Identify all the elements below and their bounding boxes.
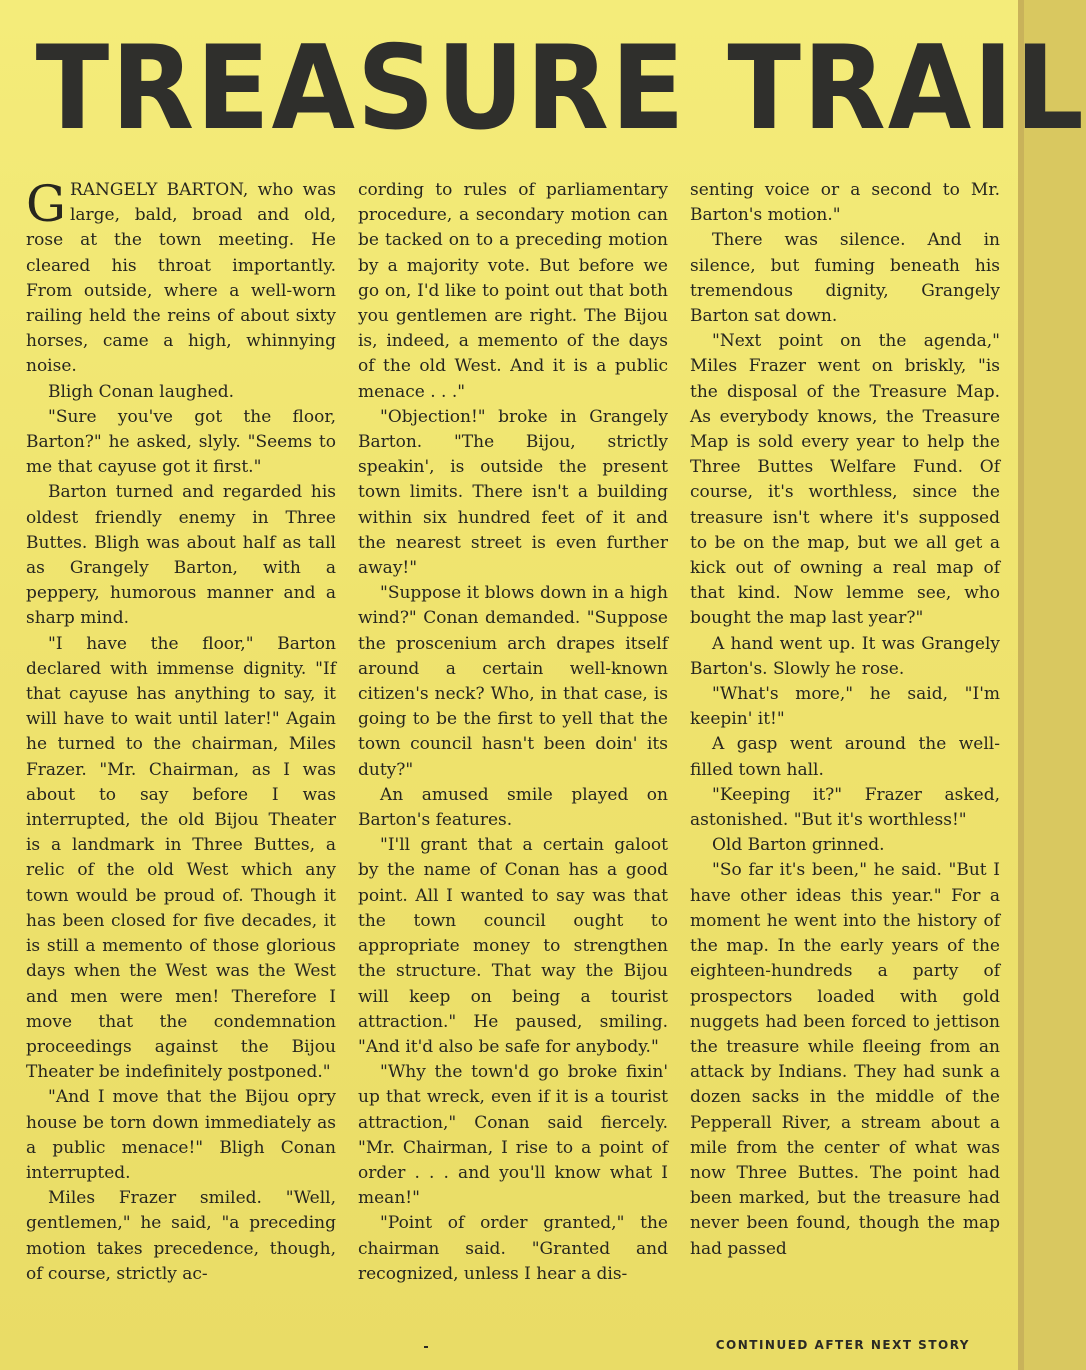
paragraph: "Why the town'd go broke fixin' up that wreck, even if it is a tourist attraction," Conan said fiercely. "Mr. Chairman, I rise to a point of order . . . and you'll know what I mean!" (358, 1062, 668, 1209)
paragraph: "Keeping it?" Frazer asked, astonished. "But it's worthless!" (690, 784, 1000, 831)
paragraph: "I'll grant that a certain galoot by the name of Conan has a good point. All I wanted to say was that the town council ought to appropriate money to strengthen the structure. That way the Bijou will keep on being a tourist attraction." He paused, smiling. "And it'd also be safe for anybody." (358, 835, 668, 1057)
paragraph: "Suppose it blows down in a high wind?" Conan demanded. "Suppose the proscenium arch drapes itself around a certain well-known citizen's neck? Who, in that case, is going to be the first to yell that the town council hasn't been doin' its duty?" (358, 583, 668, 780)
paragraph: Old Barton grinned. (712, 835, 885, 856)
column-2 (358, 178, 668, 1330)
paragraph: senting voice or a second to Mr. Barton's motion." (690, 180, 1000, 226)
paragraph: "What's more," he said, "I'm keepin' it!" (690, 684, 1000, 730)
column-3 (690, 178, 1000, 1330)
paragraph: "I have the floor," Barton declared with immense dignity. "If that cayuse has anything to say, it will have to wait until later!" Again he turned to the chairman, Miles Frazer. "Mr. Chairman, as I was about to say before I was interrupted, the old Bijou Theater is a landmark in Three Buttes, a relic of the old West which any town would be proud of. Though it has been closed for five decades, it is still a memento of those glorious days when the West was the West and men were men! Therefore I move that the condemnation proceedings against the Bijou Theater be indefinitely postponed." (26, 633, 336, 1083)
continued-notice: CONTINUED AFTER NEXT STORY (715, 1338, 970, 1352)
paragraph: "Point of order granted," the chairman said. "Granted and recognized, unless I hear a dis- (358, 1213, 668, 1284)
paragraph: "Sure you've got the floor, Barton?" he asked, slyly. "Seems to me that cayuse got it first." (26, 406, 336, 478)
paragraph: Bligh Conan laughed. (48, 381, 234, 402)
drop-cap: G (26, 175, 66, 233)
paragraph: An amused smile played on Barton's features. (358, 784, 668, 831)
paragraph: A hand went up. It was Grangely Barton's. Slowly he rose. (690, 633, 1000, 679)
paragraph: A gasp went around the well-filled town hall. (690, 734, 1000, 780)
title-word-2: TRAIL (727, 21, 1086, 156)
paragraph: cording to rules of parliamentary procedure, a secondary motion can be tacked on to a preceding motion by a majority vote. But before we go on, I'd like to point out that both you gentlemen are right. The Bijou is, indeed, a memento of the days of the old West. And it is a public menace . . ." (358, 180, 668, 402)
paragraph: There was silence. And in silence, but fuming beneath his tremendous dignity, Grangely Barton sat down. (690, 230, 1000, 327)
page-mark (424, 1346, 428, 1348)
paragraph: "Objection!" broke in Grangely Barton. "The Bijou, strictly speakin', is outside the present town limits. There isn't a building within six hundred feet of it and the nearest street is even further away!" (358, 406, 668, 579)
paragraph: "So far it's been," he said. "But I have other ideas this year." For a moment he went into the history of the map. In the early years of the eighteen-hundreds a party of prospectors loaded with gold nuggets had been forced to jettison the treasure while fleeing from an attack by Indians. They had sunk a dozen sacks in the middle of the Pepperall River, a stream about a mile from the center of what was now Three Buttes. The point had been marked, but the treasure had never been found, though the map had passed (690, 860, 1000, 1259)
paragraph: "Next point on the agenda," Miles Frazer went on briskly, "is the disposal of the Treasure Map. As everybody knows, the Treasure Map is sold every year to help the Three Buttes Welfare Fund. Of course, it's worthless, since the treasure isn't where it's supposed to be on the map, but we all get a kick out of owning a real map of that kind. Now lemme see, who bought the map last year?" (690, 331, 1000, 629)
paragraph: "And I move that the Bijou opry house be torn down immediately as a public menace!" Bligh Conan interrupted. (26, 1087, 336, 1183)
text-columns (26, 175, 1002, 1330)
title-word-1: TREASURE (35, 21, 687, 156)
column-1 (26, 175, 336, 1330)
story-title (35, 14, 1086, 164)
paragraph: Miles Frazer smiled. "Well, gentlemen," he said, "a preceding motion takes precedence, though, of course, strictly ac- (26, 1188, 336, 1284)
paragraph: GRANGELY BARTON, who was large, bald, broad and old, rose at the town meeting. He cleared his throat importantly. From outside, where a well-worn railing held the reins of about sixty horses, came a high, whinnying noise. (26, 175, 336, 377)
paragraph: Barton turned and regarded his oldest friendly enemy in Three Buttes. Bligh was about half as tall as Grangely Barton, with a peppery, humorous manner and a sharp mind. (26, 482, 336, 629)
